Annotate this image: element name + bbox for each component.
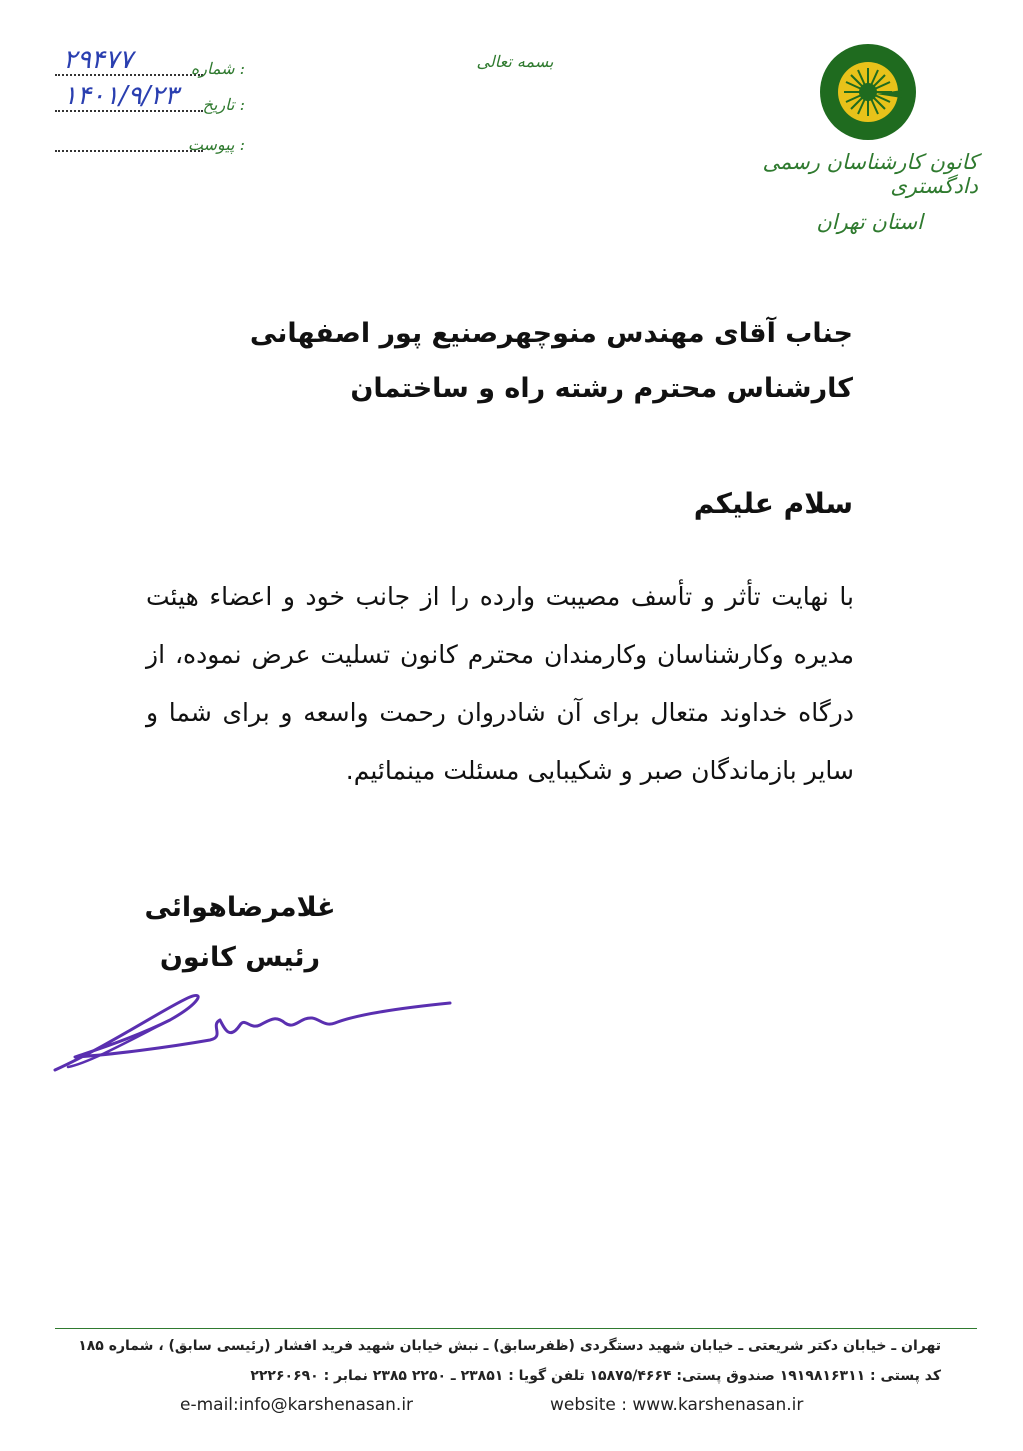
greeting: سلام علیکم (693, 487, 853, 520)
footer-contact: کد پستی : ۱۹۱۹۸۱۶۳۱۱ صندوق پستی: ۱۵۸۷۵/۴۶۶۴ تلفن گویا : ۲۳۸۵۱ ـ ۲۲۵۰ ۲۳۸۵ نمابر : ۲۲۲۶۰۶۹۰ (250, 1368, 941, 1384)
signer-title: رئیس کانون (159, 942, 321, 973)
meta-date-row (55, 81, 255, 118)
meta-number-label: شماره : (190, 59, 245, 78)
meta-date-label: تاریخ : (202, 95, 245, 114)
addressee-line-1: جناب آقای مهندس منوچهرصنیع پور اصفهانی (249, 318, 853, 349)
meta-attachment-row (55, 128, 255, 158)
footer-divider (55, 1328, 977, 1329)
dotted-line (55, 150, 203, 152)
footer-address: تهران ـ خیابان دکتر شریعتی ـ خیابان شهید دستگردی (ظفرسابق) ـ نبش خیابان شهید فرید افشار (رئیسی سابق) ، شماره ۱۸۵ (78, 1338, 941, 1354)
org-name: کانون کارشناسان رسمی دادگستری (762, 150, 978, 198)
meta-date-value: ۱۴۰۱/۹/۲۳ (63, 81, 179, 111)
org-subtitle: استان تهران (816, 210, 923, 234)
letter-body: با نهایت تأثر و تأسف مصیبت وارده را از جانب خود و اعضاء هیئت مدیره وکارشناسان وکارمندان محترم کانون تسلیت عرض نموده، از درگاه خداوند متعال برای آن شادروان رحمت واسعه و برای شما و سایر بازماندگان صبر و شکیبایی مسئلت مینمائیم. (146, 582, 854, 785)
footer-website-link[interactable]: website : www.karshenasan.ir (550, 1395, 804, 1415)
meta-number-value: ۲۹۴۷۷ (63, 45, 133, 75)
footer-email-link[interactable]: e-mail:info@karshenasan.ir (180, 1395, 414, 1415)
addressee-line-2: کارشناس محترم رشته راه و ساختمان (350, 373, 853, 404)
besm-heading: بسمه تعالی (476, 52, 554, 71)
meta-attachment-label: پیوست : (187, 135, 245, 154)
signature-mark (50, 985, 460, 1080)
meta-number-row (55, 45, 255, 82)
signer-name: غلامرضاهوائی (144, 892, 336, 923)
org-logo-icon (820, 44, 916, 140)
